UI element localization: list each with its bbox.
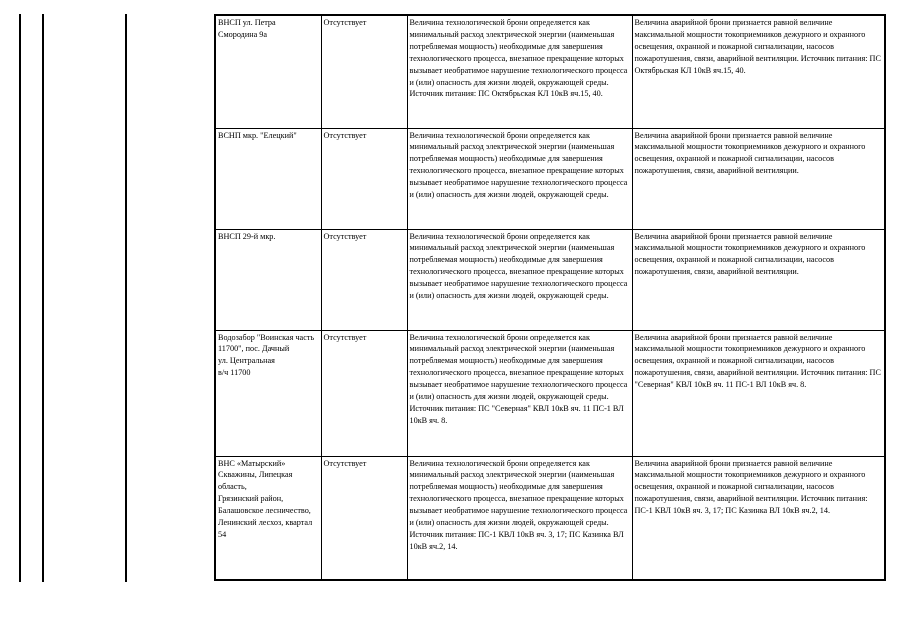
status-cell: Отсутствует <box>321 330 407 456</box>
table-row <box>215 128 885 229</box>
left-margin-rule-1 <box>19 14 21 582</box>
status-cell: Отсутствует <box>321 229 407 330</box>
status-cell: Отсутствует <box>321 128 407 229</box>
table-row <box>215 15 885 128</box>
left-margin-rule-2 <box>42 14 44 582</box>
status-cell: Отсутствует <box>321 456 407 580</box>
emergency-reserve-cell: Величина аварийной брони признается равной величине максимальной мощности токоприемников дежурного и охранного освещения, охранной и пожарной сигнализации, насосов пожаротушения, связи, аварийной вентиляции. <box>632 229 885 330</box>
object-cell: ВСНП мкр. "Елецкий" <box>215 128 321 229</box>
object-cell: ВНСП ул. Петра Смородина 9а <box>215 15 321 128</box>
left-margin-rule-3 <box>125 14 127 582</box>
technological-reserve-cell: Величина технологической брони определяется как минимальный расход электрической энергии (наименьшая потребляемая мощность) необходимые для завершения технологического процесса, внезапное прекращение которых вызывает необратимое нарушение технологического процесса и (или) опасность для жизни людей, окружающей среды. Источник питания: ПС "Северная" КВЛ 10кВ яч. 11 ПС-1 ВЛ 10кВ яч. 8. <box>407 330 632 456</box>
object-cell: ВНС «Матырский» Скважины, Липецкая область, Грязинский район, Балашовское лесничество, Ленинский лесхоз, квартал 54 <box>215 456 321 580</box>
emergency-reserve-cell: Величина аварийной брони признается равной величине максимальной мощности токоприемников дежурного и охранного освещения, охранной и пожарной сигнализации, насосов пожаротушения, связи, аварийной вентиляции. Источник питания: ПС-1 КВЛ 10кВ яч. 3, 17; ПС Казинка ВЛ 10кВ яч.2, 14. <box>632 456 885 580</box>
technological-reserve-cell: Величина технологической брони определяется как минимальный расход электрической энергии (наименьшая потребляемая мощность) необходимые для завершения технологического процесса, внезапное прекращение которых вызывает необратимое нарушение технологического процесса и (или) опасность для жизни людей, окружающей среды. Источник питания: ПС Октябрьская КЛ 10кВ яч.15, 40. <box>407 15 632 128</box>
emergency-reserve-cell: Величина аварийной брони признается равной величине максимальной мощности токоприемников дежурного и охранного освещения, охранной и пожарной сигнализации, насосов пожаротушения, связи, аварийной вентиляции. Источник питания: ПС Октябрьская КЛ 10кВ яч.15, 40. <box>632 15 885 128</box>
technological-reserve-cell: Величина технологической брони определяется как минимальный расход электрической энергии (наименьшая потребляемая мощность) необходимые для завершения технологического процесса, внезапное прекращение которых вызывает необратимое нарушение технологического процесса и (или) опасность для жизни людей, окружающей среды. <box>407 229 632 330</box>
table-row <box>215 330 885 456</box>
technological-reserve-cell: Величина технологической брони определяется как минимальный расход электрической энергии (наименьшая потребляемая мощность) необходимые для завершения технологического процесса, внезапное прекращение которых вызывает необратимое нарушение технологического процесса и (или) опасность для жизни людей, окружающей среды. <box>407 128 632 229</box>
emergency-reserve-cell: Величина аварийной брони признается равной величине максимальной мощности токоприемников дежурного и охранного освещения, охранной и пожарной сигнализации, насосов пожаротушения, связи, аварийной вентиляции. <box>632 128 885 229</box>
power-reservation-table <box>214 14 886 581</box>
emergency-reserve-cell: Величина аварийной брони признается равной величине максимальной мощности токоприемников дежурного и охранного освещения, охранной и пожарной сигнализации, насосов пожаротушения, связи, аварийной вентиляции. Источник питания: ПС "Северная" КВЛ 10кВ яч. 11 ПС-1 ВЛ 10кВ яч. 8. <box>632 330 885 456</box>
object-cell: Водозабор "Воинская часть 11700", пос. Дачный ул. Центральная в/ч 11700 <box>215 330 321 456</box>
object-cell: ВНСП 29-й мкр. <box>215 229 321 330</box>
table-row <box>215 229 885 330</box>
status-cell: Отсутствует <box>321 15 407 128</box>
technological-reserve-cell: Величина технологической брони определяется как минимальный расход электрической энергии (наименьшая потребляемая мощность) необходимые для завершения технологического процесса, внезапное прекращение которых вызывает необратимое нарушение технологического процесса и (или) опасность для жизни людей, окружающей среды. Источник питания: ПС-1 КВЛ 10кВ яч. 3, 17; ПС Казинка ВЛ 10кВ яч.2, 14. <box>407 456 632 580</box>
table-row <box>215 456 885 580</box>
